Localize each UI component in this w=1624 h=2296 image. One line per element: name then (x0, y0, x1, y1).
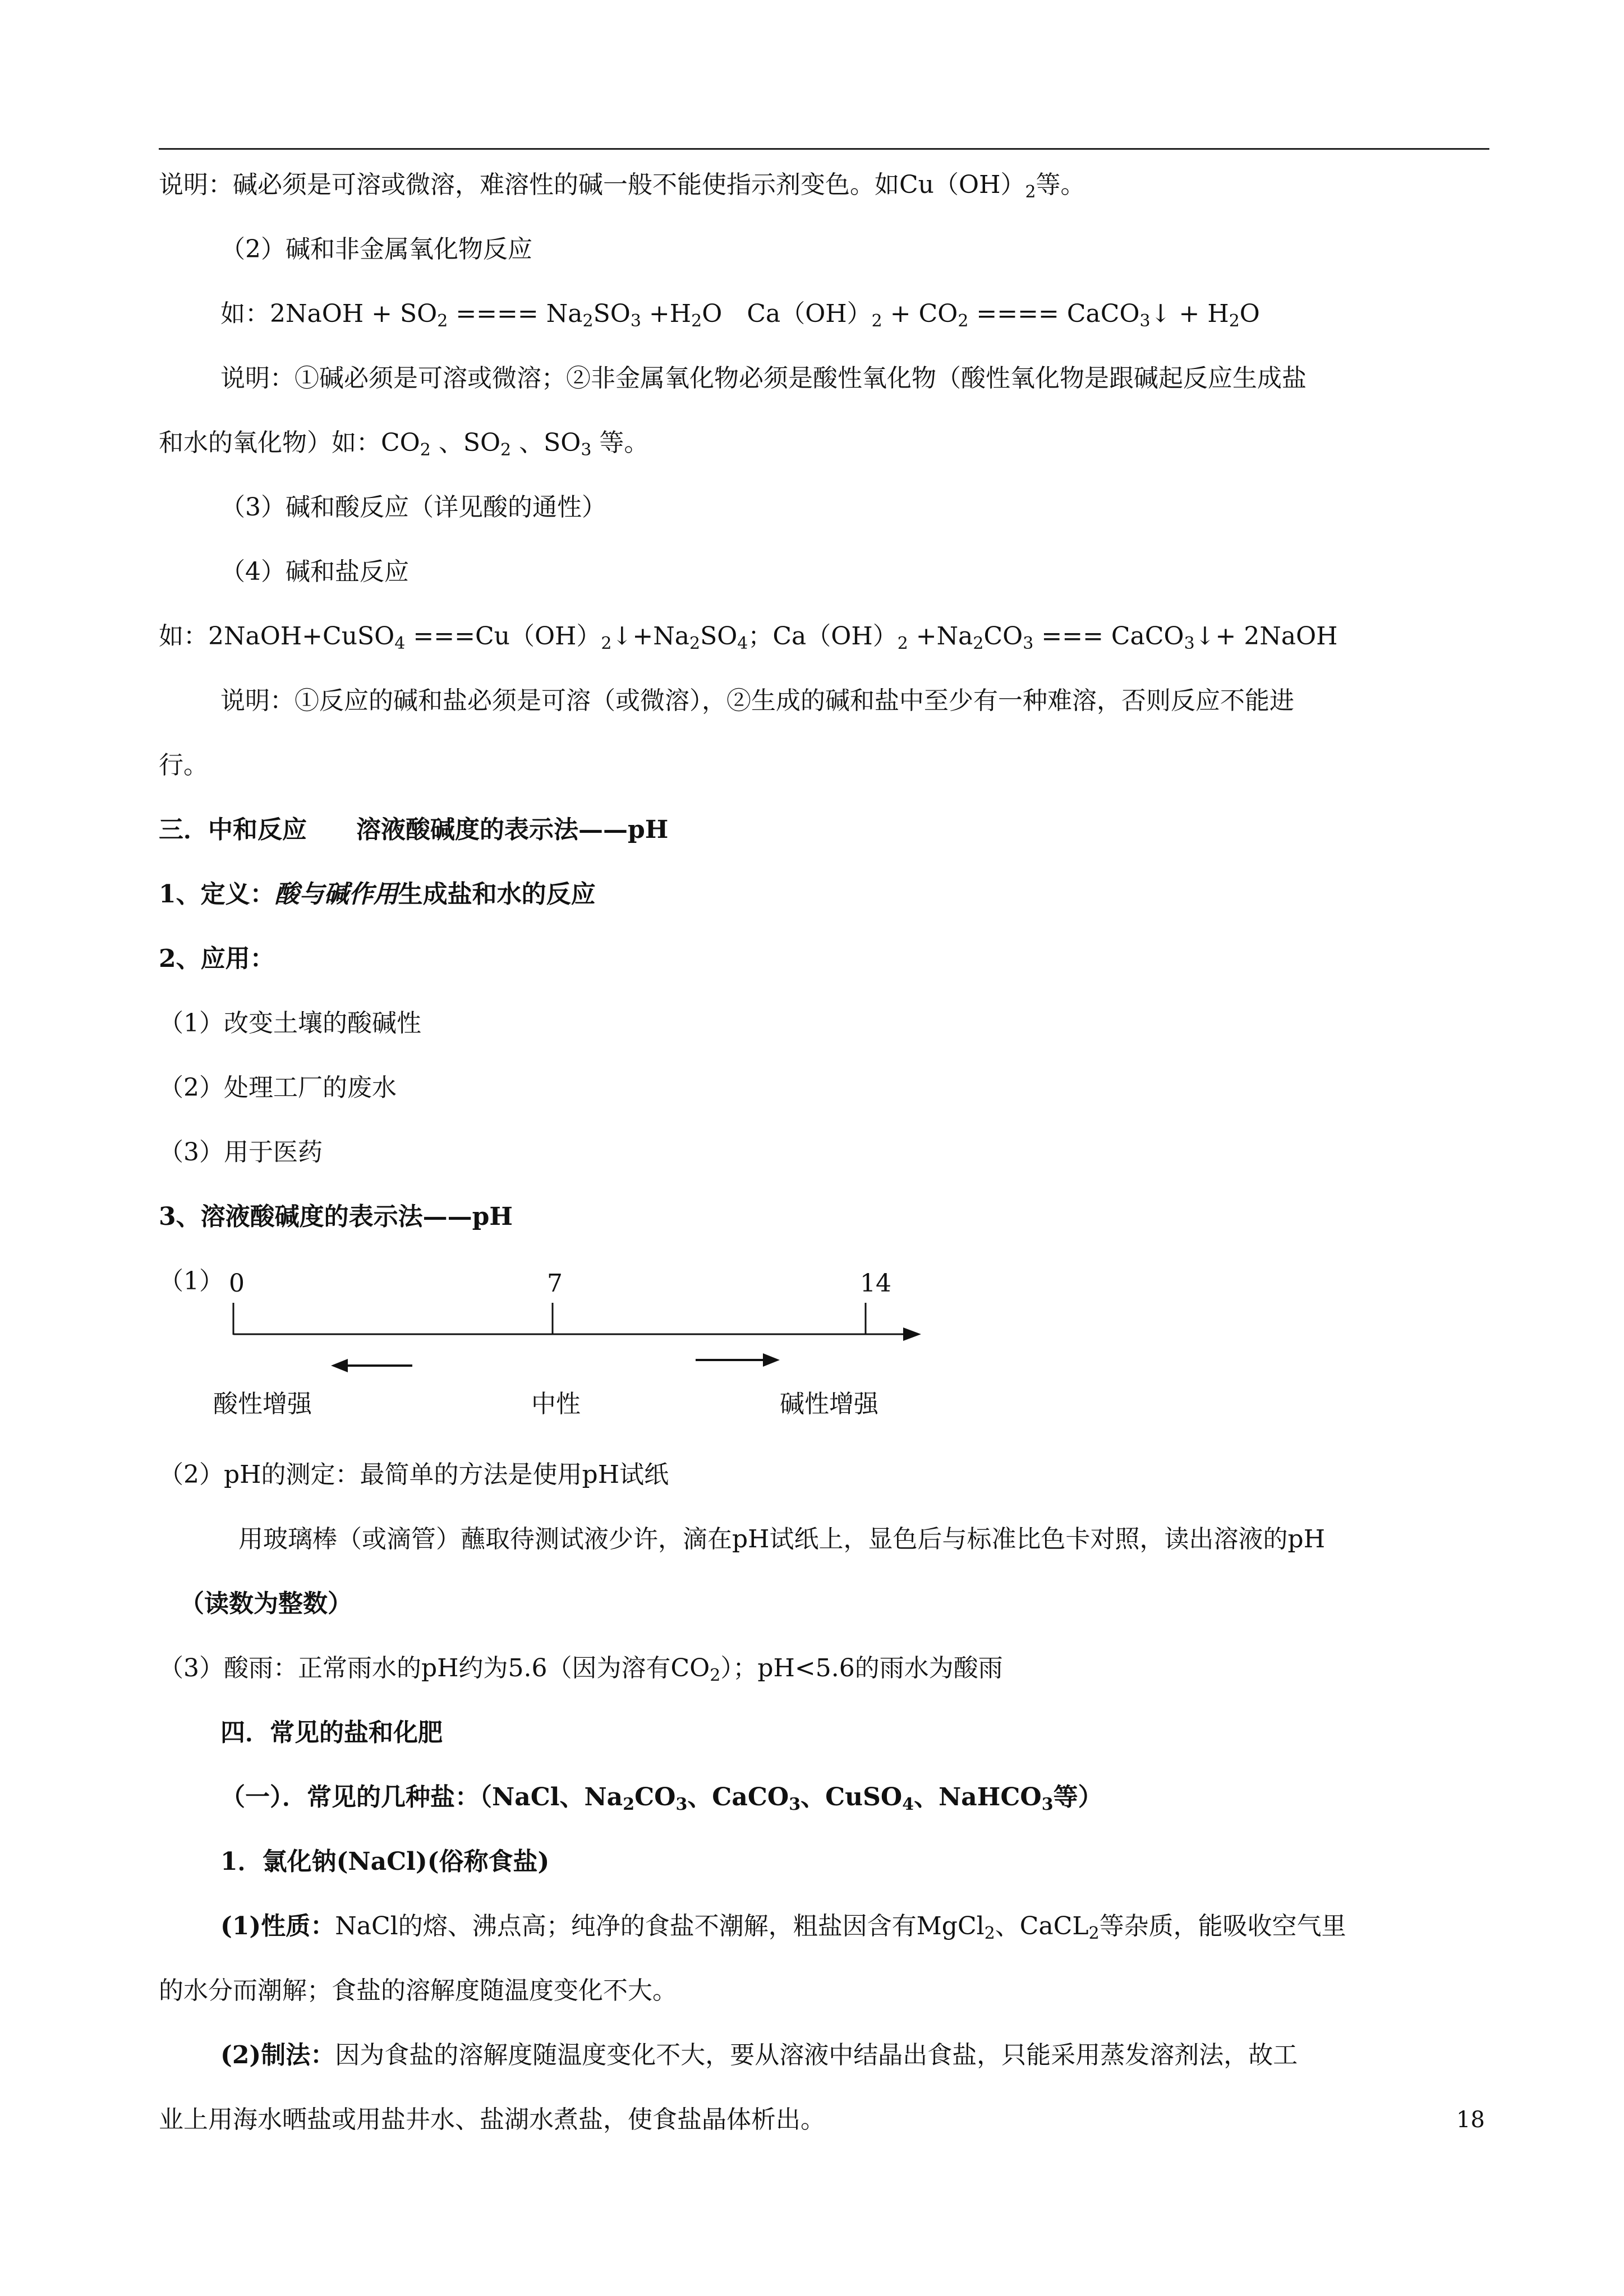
section-3-title: 三．中和反应 溶液酸碱度的表示法——pH (159, 815, 669, 844)
ph-tick-14: 14 (860, 1269, 891, 1298)
formula-line-1: 如：2NaOH + $SO_2$ ==== $Na_2SO_3 +H_2O$ $Ca(OH)_2 + CO_2$ ==== CaCO$_3$↓ + $H_2O$ (220, 299, 1260, 331)
ph-label-neutral: 中性 (531, 1390, 581, 1418)
ph-method-line: 用玻璃棒（或滴管）蘸取待测试液少许，滴在pH试纸上，显色后与标准比色卡对照，读出溶液的pH (238, 1525, 1326, 1553)
ph-scale-label: （1） (159, 1267, 224, 1295)
section-4-title: 四．常见的盐和化肥 (220, 1718, 443, 1747)
section-4-subtitle: （一）．常见的几种盐：（NaCl、$Na_2CO_3$、CaCO$_3$、CuSO$_4$、NaHCO$_3$等） (220, 1783, 1103, 1814)
nacl-title: 1．氯化钠(NaCl)(俗称食盐) (220, 1847, 550, 1876)
ph-measure-line: （2）pH的测定：最简单的方法是使用pH试纸 (159, 1460, 669, 1489)
ph-title: 3、溶液酸碱度的表示法——pH (159, 1202, 513, 1231)
application-item-1: （1）改变土壤的酸碱性 (159, 1009, 421, 1038)
note-line-5: 行。 (159, 751, 208, 780)
base-arrow-head (763, 1353, 780, 1367)
note-line-1: 说明：碱必须是可溶或微溶，难溶性的碱一般不能使指示剂变色。如$Cu(OH)_2$等。 (159, 170, 1085, 202)
ph-axis-arrowhead (903, 1327, 921, 1341)
nacl-property-line-2: 的水分而潮解；食盐的溶解度随温度变化不大。 (159, 1976, 677, 2005)
nacl-property-line-1: (1)性质：NaCl的熔、沸点高；纯净的食盐不潮解，粗盐因含有MgCl$_2$、CaCL$_2$等杂质，能吸收空气里 (220, 1912, 1346, 1943)
subheading-4: （4）碱和盐反应 (220, 557, 409, 586)
application-item-3: （3）用于医药 (159, 1138, 323, 1167)
subheading-2: （2）碱和非金属氧化物反应 (220, 235, 532, 264)
page-number: 18 (1456, 2107, 1485, 2133)
note-line-2: 说明：①碱必须是可溶或微溶；②非金属氧化物必须是酸性氧化物（酸性氧化物是跟碱起反应生成盐 (220, 364, 1306, 393)
ph-label-acid: 酸性增强 (213, 1390, 312, 1418)
formula-line-2: 如：2NaOH+CuSO$_4$ $===Cu(OH)_2↓+Na_2SO_4$；$Ca(OH)_2 +Na_2CO_3$ === CaCO$_3$↓+ 2NaOH (159, 622, 1338, 653)
acid-arrow-head (331, 1359, 348, 1372)
header-rule (159, 148, 1489, 150)
subheading-3: （3）碱和酸反应（详见酸的通性） (220, 493, 606, 522)
application-item-2: （2）处理工厂的废水 (159, 1073, 397, 1102)
definition-line: 1、定义：酸与碱作用生成盐和水的反应 (159, 880, 596, 909)
ph-integer-note: （读数为整数） (180, 1589, 352, 1618)
nacl-production-line-1: (2)制法：因为食盐的溶解度随温度变化不大，要从溶液中结晶出食盐，只能采用蒸发溶剂法，故工 (220, 2041, 1298, 2069)
application-title: 2、应用： (159, 944, 275, 973)
nacl-production-line-2: 业上用海水晒盐或用盐井水、盐湖水煮盐，使食盐晶体析出。 (159, 2105, 825, 2134)
ph-tick-0: 0 (229, 1269, 245, 1298)
note-line-3: 和水的氧化物）如：$CO_2$ 、$SO_2$ 、$SO_3$ 等。 (159, 428, 649, 460)
ph-tick-7: 7 (547, 1269, 563, 1298)
ph-scale-diagram (213, 1265, 942, 1422)
acid-rain-line: （3）酸雨：正常雨水的pH约为5.6（因为溶有$CO_2$）；pH<5.6的雨水为酸雨 (159, 1654, 1003, 1685)
ph-label-base: 碱性增强 (780, 1390, 878, 1418)
note-line-4: 说明：①反应的碱和盐必须是可溶（或微溶），②生成的碱和盐中至少有一种难溶，否则反应不能进 (220, 686, 1294, 715)
